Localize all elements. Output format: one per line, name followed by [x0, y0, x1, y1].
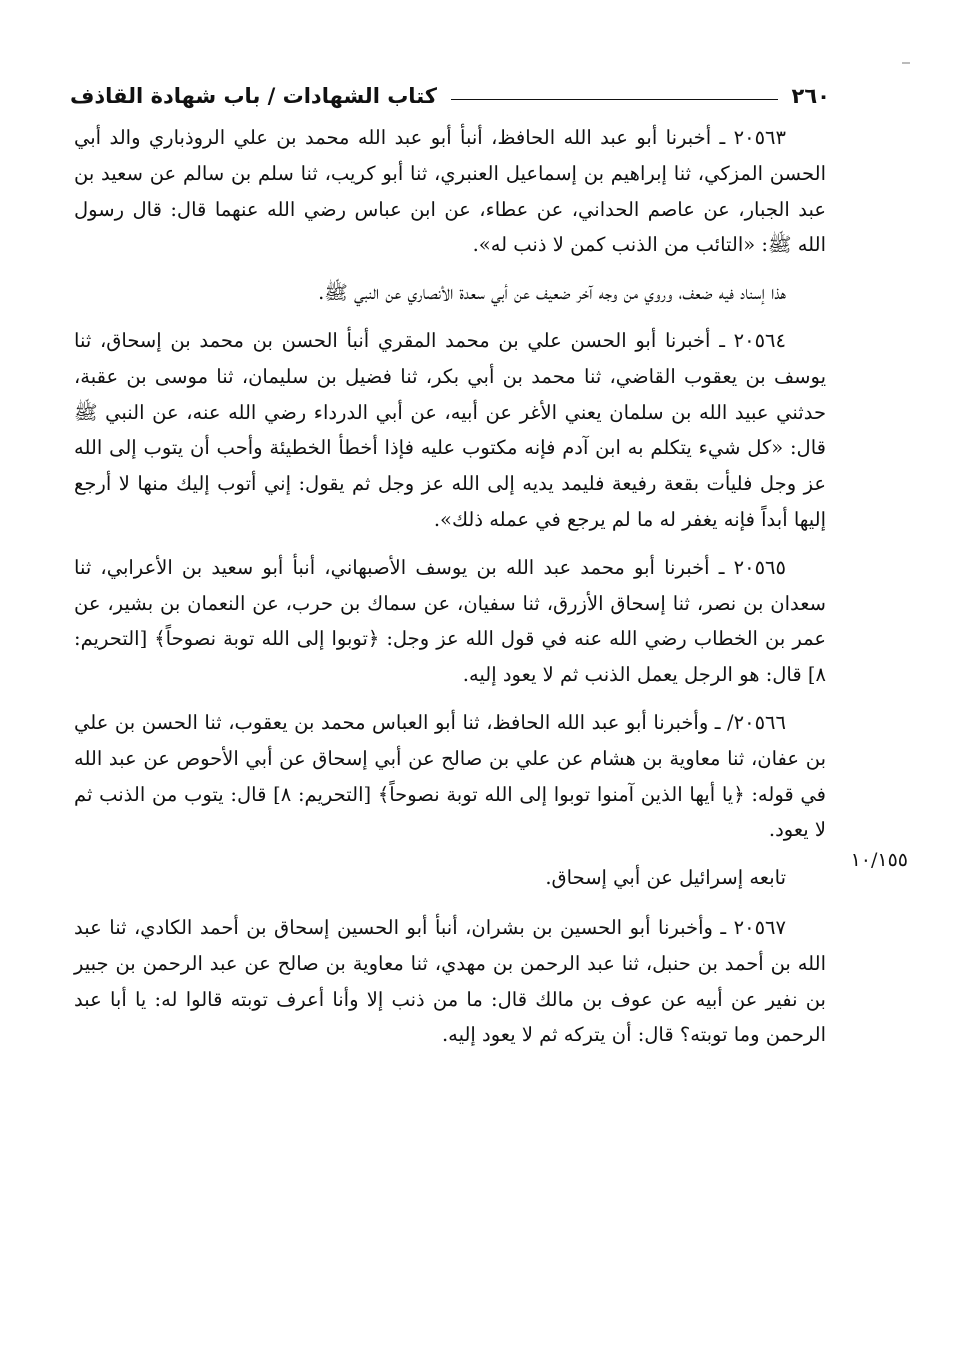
margin-reference: ١٠/١٥٥ — [850, 849, 908, 871]
running-header — [70, 72, 830, 108]
running-title: كتاب الشهادات / باب شهادة القاذف — [70, 84, 437, 108]
main-text — [74, 120, 826, 1065]
hadith-20563: ٢٠٥٦٣ ـ أخبرنا أبو عبد الله الحافظ، أنبأ أبو عبد الله محمد بن علي الروذباري والد أبي الحسن المزكي، ثنا إبراهيم بن إسماعيل العنبري، ثنا أبو كريب، ثنا سلم بن سالم عن سعيد بن عبد الجبار، عن عاصم الحداني، عن عطاء، عن ابن عباس رضي الله عنهما قال: قال رسول الله ﷺ: «التائب من الذنب كمن لا ذنب له». — [74, 126, 826, 257]
hadith-20567: ٢٠٥٦٧ ـ وأخبرنا أبو الحسين بن بشران، أنبأ أبو الحسين إسحاق بن أحمد الكادي، ثنا عبد الله بن أحمد بن حنبل، ثنا عبد الرحمن بن مهدي، ثنا معاوية بن صالح عن عبد الرحمن بن جبير بن نفير عن أبيه عن عوف بن مالك قال: ما من ذنب إلا وأنا أعرف توبته قالوا له: يا أبا عبد الرحمن وما توبته؟ قال: أن يتركه ثم لا يعود إليه. — [74, 915, 826, 1047]
commentary-isnad: هذا إسناد فيه ضعف، وروي من وجه آخر ضعيف عن أبي سعدة الأنصاري عن النبي ﷺ. — [318, 281, 786, 305]
hadith-20564: ٢٠٥٦٤ ـ أخبرنا أبو الحسن علي بن محمد المقري أنبأ الحسن بن محمد بن إسحاق، ثنا يوسف بن يعقوب القاضي، ثنا محمد بن أبي بكر، ثنا فضيل بن سليمان، ثنا موسى بن عقبة، حدثني عبيد الله بن سلمان يعني الأغر عن أبيه، عن أبي الدرداء رضي الله عنه، عن النبي ﷺ قال: «كل شيء يتكلم به ابن آدم فإنه مكتوب عليه فإذا أخطأ الخطيئة وأحب أن يتوب إلى الله عز وجل فليأت بقعة رفيعة فليمد يديه إلى الله عز وجل ثم يقول: إني أتوب إليك منها لا أرجع إليها أبداً فإنه يغفر له ما لم يرجع في عمله ذلك». — [74, 328, 826, 531]
header-rule — [451, 99, 778, 100]
hadith-20565: ٢٠٥٦٥ ـ أخبرنا أبو محمد عبد الله بن يوسف الأصبهاني، أنبأ أبو سعيد بن الأعرابي، ثنا سعدان بن نصر، ثنا إسحاق الأزرق، ثنا سفيان، عن سماك بن حرب، عن النعمان بن بشير، عن عمر بن الخطاب رضي الله عنه في قول الله عز وجل: ﴿توبوا إلى الله توبة نصوحاً﴾ [التحريم: ٨] قال: هو الرجل يعمل الذنب ثم لا يعود إليه. — [74, 555, 826, 687]
page-number: ٢٦٠ — [791, 84, 830, 108]
commentary-tabaahu: تابعه إسرائيل عن أبي إسحاق. — [545, 866, 786, 890]
edge-mark — [902, 62, 910, 64]
hadith-20566: ٢٠٥٦٦/ ـ وأخبرنا أبو عبد الله الحافظ، ثنا أبو العباس محمد بن يعقوب، ثنا الحسن بن علي بن عفان، ثنا معاوية بن هشام عن علي بن صالح عن أبي إسحاق عن أبي الأحوص عن عبد الله في قوله: ﴿يا أيها الذين آمنوا توبوا إلى الله توبة نصوحاً﴾ [التحريم: ٨] قال: يتوب من الذنب ثم لا يعود. — [74, 710, 826, 842]
